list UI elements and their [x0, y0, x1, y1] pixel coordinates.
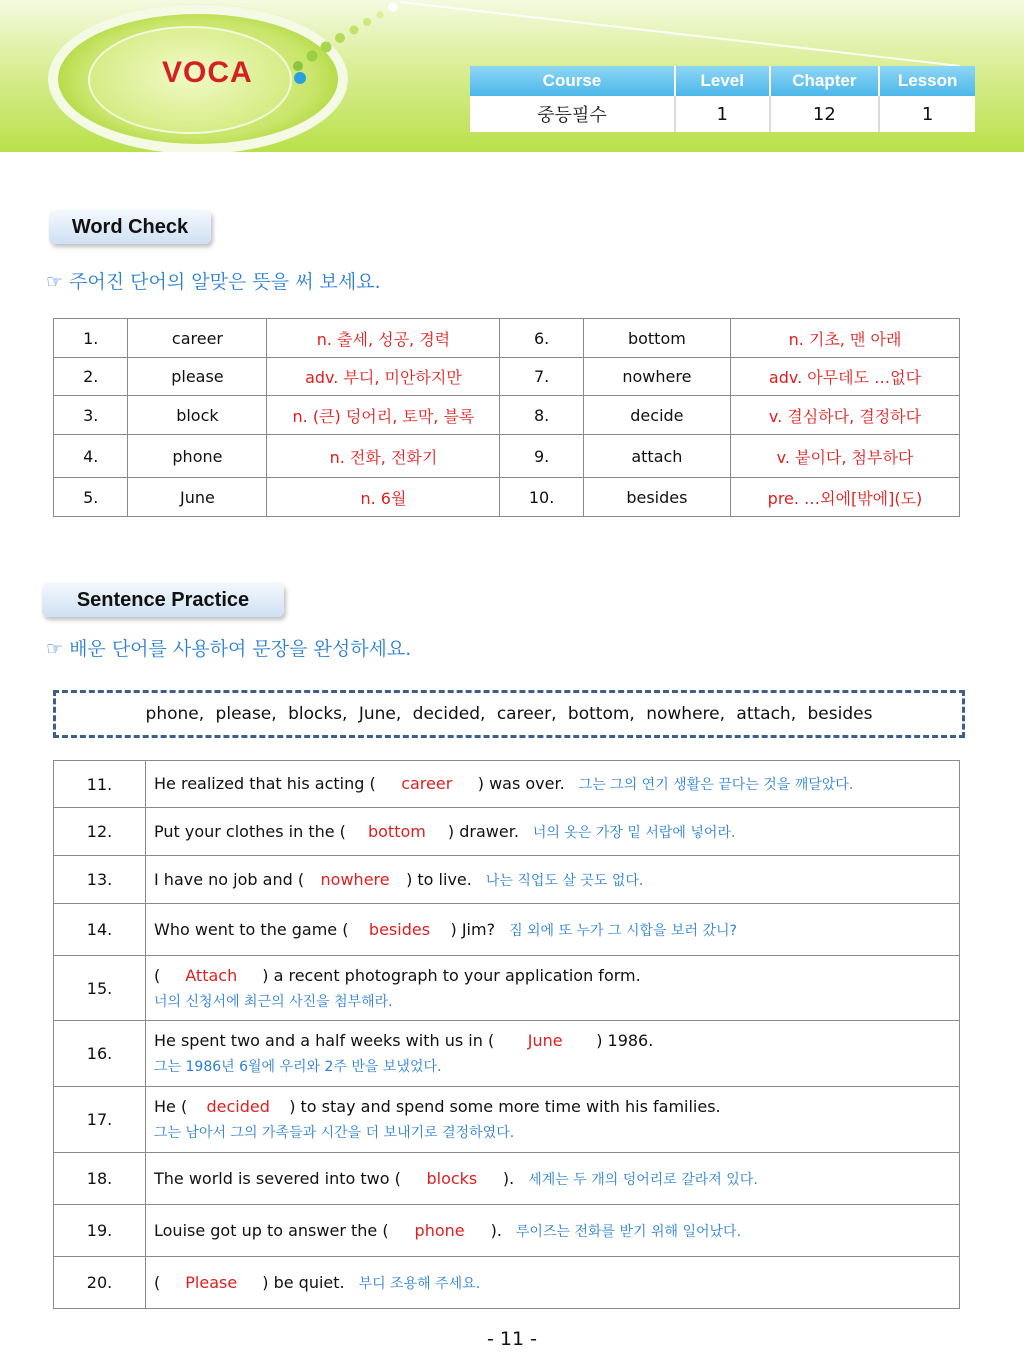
word-row — [54, 478, 960, 517]
word-meaning: n. 기초, 맨 아래 — [730, 319, 959, 358]
word-row — [54, 319, 960, 358]
word: June — [128, 478, 267, 517]
korean-translation: 나는 직업도 살 곳도 없다. — [485, 872, 644, 889]
sentence-text-before: I have no job and ( — [154, 869, 305, 889]
sentence-line — [154, 774, 853, 793]
word-meaning: v. 결심하다, 결정하다 — [730, 396, 959, 435]
sentence-row — [54, 904, 960, 956]
level-value: 1 — [675, 96, 770, 132]
word-number: 3. — [54, 396, 128, 435]
sentence-row — [54, 1087, 960, 1153]
answer-word: career — [401, 774, 453, 793]
word-number: 2. — [54, 358, 128, 396]
word-number: 1. — [54, 319, 128, 358]
sentence-body — [146, 1087, 960, 1153]
word: decide — [583, 396, 730, 435]
sentence-text-after: ) be quiet. — [262, 1272, 345, 1292]
sentence-number: 12. — [54, 808, 146, 856]
page-number: - 11 - — [487, 1328, 537, 1350]
word-number: 8. — [500, 396, 583, 435]
sentence-practice-table — [53, 760, 960, 1309]
answer-word: besides — [368, 919, 431, 939]
korean-translation: 루이즈는 전화를 받기 위해 일어났다. — [515, 1223, 742, 1240]
sentence-number: 15. — [54, 956, 146, 1021]
korean-translation: 너의 옷은 가장 밑 서랍에 넣어라. — [532, 824, 736, 841]
word: phone — [128, 435, 267, 478]
sentence-text-after: ) Jim? — [450, 919, 496, 939]
sentence-row — [54, 1021, 960, 1087]
sentence-text-after: ). — [502, 1168, 515, 1188]
course-header: Course — [470, 66, 675, 96]
sentence-number: 14. — [54, 904, 146, 956]
sentence-number: 18. — [54, 1153, 146, 1205]
sentence-text-after: ) a recent photograph to your application form. — [262, 965, 641, 985]
sentence-body — [146, 1153, 960, 1205]
word-number: 10. — [500, 478, 583, 517]
sentence-text-before: ( — [154, 1272, 161, 1292]
word: besides — [583, 478, 730, 517]
sentence-line — [154, 920, 737, 939]
sentence-body — [146, 904, 960, 956]
answer-word: blocks — [426, 1168, 478, 1188]
chapter-value: 12 — [770, 96, 880, 132]
lesson-value: 1 — [879, 96, 975, 132]
sentence-row — [54, 1153, 960, 1205]
sentence-practice-label: Sentence Practice — [42, 583, 284, 617]
word-meaning: pre. …외에[밖에](도) — [730, 478, 959, 517]
sentence-number: 20. — [54, 1257, 146, 1309]
word-number: 4. — [54, 435, 128, 478]
korean-translation: 그는 1986년 6월에 우리와 2주 반을 보냈었다. — [154, 1059, 442, 1075]
sentence-body — [146, 1257, 960, 1309]
word-number: 7. — [500, 358, 583, 396]
sentence-row — [54, 761, 960, 808]
sentence-line — [154, 1221, 741, 1240]
sentence-text-after: ) was over. — [477, 774, 565, 793]
sentence-text-after: ). — [490, 1220, 502, 1240]
korean-translation: 너의 신청서에 최근의 사진을 첨부해라. — [154, 993, 393, 1010]
sentence-body — [146, 808, 960, 856]
word: block — [128, 396, 267, 435]
level-header: Level — [675, 66, 770, 96]
word-number: 9. — [500, 435, 583, 478]
sentence-text-after: ) to stay and spend some more time with his families. — [289, 1097, 721, 1116]
sentence-row — [54, 956, 960, 1021]
korean-translation: 세계는 두 개의 덩어리로 갈라져 있다. — [528, 1171, 758, 1188]
word-row — [54, 358, 960, 396]
sentence-body — [146, 761, 960, 808]
sentence-text-before: He spent two and a half weeks with us in ( — [154, 1031, 495, 1050]
sentence-text-before: He ( — [154, 1097, 188, 1116]
course-info-table — [470, 66, 975, 132]
sentence-body — [146, 1205, 960, 1257]
word: career — [128, 319, 267, 358]
word-check-instruction: ☞ 주어진 단어의 알맞은 뜻을 써 보세요. — [46, 271, 381, 293]
lesson-header: Lesson — [879, 66, 975, 96]
word-meaning: adv. 부디, 미안하지만 — [267, 358, 500, 396]
decorative-line — [400, 0, 960, 70]
sentence-line — [154, 1031, 959, 1050]
sentence-number: 13. — [54, 856, 146, 904]
answer-word: bottom — [367, 821, 426, 841]
sentence-row — [54, 808, 960, 856]
word: bottom — [583, 319, 730, 358]
korean-translation: 그는 남아서 그의 가족들과 시간을 더 보내기로 결정하였다. — [154, 1125, 515, 1141]
word-meaning: n. 출세, 성공, 경력 — [267, 319, 500, 358]
sentence-line — [154, 966, 959, 985]
sentence-number: 16. — [54, 1021, 146, 1087]
sentence-text-before: Louise got up to answer the ( — [154, 1220, 389, 1240]
answer-word: Attach — [185, 965, 238, 985]
word-meaning: n. (큰) 덩어리, 토막, 블록 — [267, 396, 500, 435]
sentence-body — [146, 1021, 960, 1087]
answer-word: decided — [206, 1097, 270, 1116]
word: nowhere — [583, 358, 730, 396]
word-row — [54, 396, 960, 435]
korean-translation: 짐 외에 또 누가 그 시합을 보러 갔니? — [509, 922, 737, 939]
sentence-number: 17. — [54, 1087, 146, 1153]
sentence-number: 11. — [54, 761, 146, 808]
word-check-label: Word Check — [49, 210, 211, 244]
word-number: 6. — [500, 319, 583, 358]
sentence-row — [54, 856, 960, 904]
word-meaning: n. 전화, 전화기 — [267, 435, 500, 478]
sentence-practice-instruction: ☞ 배운 단어를 사용하여 문장을 완성하세요. — [46, 638, 412, 660]
sentence-row — [54, 1205, 960, 1257]
sentence-text-after: ) drawer. — [447, 821, 519, 841]
answer-word: nowhere — [320, 869, 390, 889]
answer-word: June — [527, 1031, 563, 1050]
word-row — [54, 435, 960, 478]
sentence-body — [146, 856, 960, 904]
word-check-table — [53, 318, 960, 517]
sentence-line — [154, 1169, 758, 1188]
sentence-text-before: The world is severed into two ( — [154, 1168, 401, 1188]
word-meaning: adv. 아무데도 …없다 — [730, 358, 959, 396]
header-banner — [0, 0, 1024, 152]
answer-word: Please — [185, 1272, 238, 1292]
word-bank-text: phone, please, blocks, June, decided, career, bottom, nowhere, attach, besides — [145, 704, 873, 724]
korean-translation: 부디 조용해 주세요. — [358, 1275, 481, 1292]
sentence-text-before: Put your clothes in the ( — [154, 821, 346, 841]
word-bank — [53, 690, 965, 738]
sentence-text-after: ) to live. — [406, 869, 472, 889]
sentence-line — [154, 1097, 959, 1116]
course-value: 중등필수 — [470, 96, 675, 132]
answer-word: phone — [414, 1220, 465, 1240]
sentence-line — [154, 822, 735, 841]
sentence-line — [154, 870, 643, 889]
sentence-text-before: He realized that his acting ( — [154, 774, 376, 793]
korean-translation: 그는 그의 연기 생활은 끝다는 것을 깨달았다. — [578, 777, 854, 793]
sentence-text-before: Who went to the game ( — [154, 919, 349, 939]
sentence-body — [146, 956, 960, 1021]
sentence-text-before: ( — [154, 965, 161, 985]
chapter-header: Chapter — [770, 66, 880, 96]
word-number: 5. — [54, 478, 128, 517]
word-meaning: v. 붙이다, 첨부하다 — [730, 435, 959, 478]
sentence-number: 19. — [54, 1205, 146, 1257]
sentence-row — [54, 1257, 960, 1309]
word: please — [128, 358, 267, 396]
word-meaning: n. 6월 — [267, 478, 500, 517]
sentence-text-after: ) 1986. — [596, 1031, 654, 1050]
voca-logo: VOCA — [162, 56, 253, 89]
sentence-line — [154, 1273, 480, 1292]
word: attach — [583, 435, 730, 478]
